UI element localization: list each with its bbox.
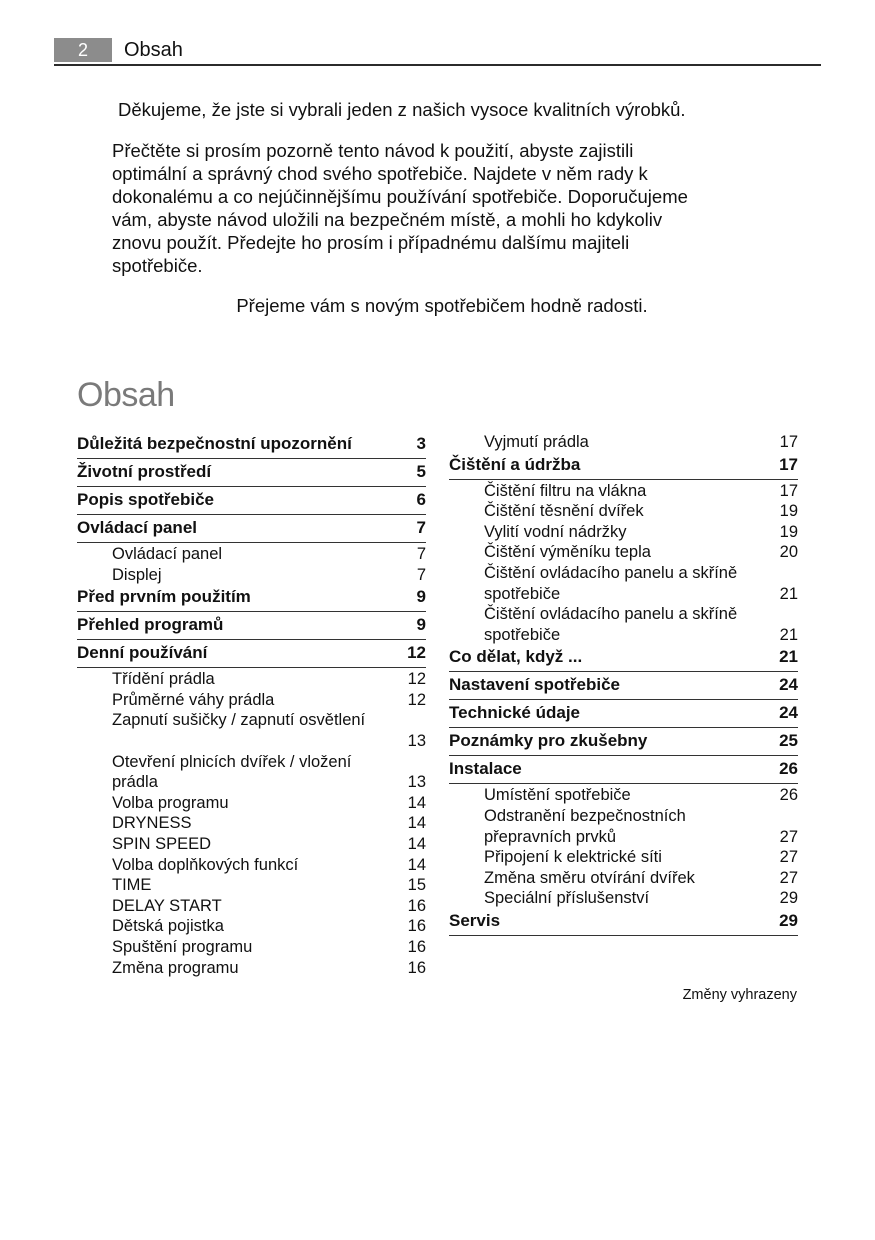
toc-entry-label: Změna programu bbox=[112, 958, 239, 977]
toc-entry-label: Čištění výměníku tepla bbox=[484, 543, 651, 562]
toc-sub-entry[interactable] bbox=[449, 785, 798, 806]
toc-sub-entry[interactable] bbox=[449, 847, 798, 868]
toc-entry-label: Čištění ovládacího panelu a skříně spotřebiče bbox=[484, 563, 738, 603]
toc-entry-label: Čištění a údržba bbox=[449, 454, 581, 474]
toc-sub-entry[interactable] bbox=[449, 563, 798, 604]
toc-sub-entry[interactable] bbox=[77, 958, 426, 979]
toc-sub-entry[interactable] bbox=[77, 690, 426, 711]
intro-line: vám, abyste návod uložili na bezpečném místě, a mohli ho kdykoliv bbox=[112, 209, 663, 230]
toc-main-entry[interactable] bbox=[77, 641, 426, 668]
toc-entry-label: Vylití vodní nádržky bbox=[484, 522, 627, 541]
toc-entry-page: 21 bbox=[779, 625, 798, 644]
toc-entry-label: DELAY START bbox=[112, 896, 222, 915]
toc-sub-entry[interactable] bbox=[77, 875, 426, 896]
toc-entry-label: Servis bbox=[449, 910, 501, 930]
toc-entry-label: SPIN SPEED bbox=[112, 834, 212, 853]
toc-entry-page: 29 bbox=[779, 889, 798, 908]
toc-entry-label: DRYNESS bbox=[112, 814, 192, 833]
toc-entry-page: 17 bbox=[779, 454, 798, 474]
toc-entry-label: Otevření plnicích dvířek / vložení prádla bbox=[112, 752, 352, 792]
toc-entry-label: Životní prostředí bbox=[77, 462, 212, 481]
toc-entry-label: Průměrné váhy prádla bbox=[112, 690, 275, 709]
intro-line: dokonalému a co nejúčinnějšímu používání spotřebiče. Doporučujeme bbox=[112, 186, 688, 207]
toc-entry-page: 5 bbox=[416, 462, 426, 481]
intro-line: Přečtěte si prosím pozorně tento návod k použití, abyste zajistili bbox=[112, 140, 634, 161]
footer-note: Změny vyhrazeny bbox=[682, 987, 797, 1003]
toc-entry-label: Změna směru otvírání dvířek bbox=[484, 868, 695, 887]
intro-line: znovu použít. Předejte ho prosím i případnému dalšímu majiteli bbox=[112, 232, 630, 253]
toc-entry-label: Instalace bbox=[449, 759, 522, 779]
toc-entry-label: Dětská pojistka bbox=[112, 917, 224, 936]
toc-entry-page: 14 bbox=[407, 814, 426, 833]
toc-sub-entry[interactable] bbox=[77, 896, 426, 917]
toc-entry-page: 16 bbox=[407, 917, 426, 936]
toc-entry-page: 13 bbox=[407, 773, 426, 792]
toc-main-entry[interactable] bbox=[77, 613, 426, 640]
toc-entry-page: 27 bbox=[779, 868, 798, 887]
toc-entry-page: 27 bbox=[779, 827, 798, 846]
intro-thanks: Děkujeme, že jste si vybrali jeden z našich vysoce kvalitních výrobků. bbox=[118, 99, 686, 120]
toc-entry-label: Displej bbox=[112, 565, 162, 584]
toc-entry-page: 25 bbox=[779, 731, 798, 751]
toc-sub-entry[interactable] bbox=[77, 752, 426, 793]
toc-entry-page: 9 bbox=[416, 587, 426, 607]
toc-sub-entry[interactable] bbox=[449, 481, 798, 502]
toc-entry-page: 19 bbox=[779, 502, 798, 521]
toc-entry-label: Volba programu bbox=[112, 793, 229, 812]
toc-entry-label: Zapnutí sušičky / zapnutí osvětlení bbox=[112, 711, 366, 730]
toc-entry-page: 19 bbox=[779, 522, 798, 541]
toc-entry-page: 12 bbox=[407, 643, 426, 663]
toc-sub-entry[interactable] bbox=[449, 501, 798, 522]
toc-main-entry[interactable] bbox=[449, 729, 798, 756]
toc-sub-entry[interactable] bbox=[449, 542, 798, 563]
toc-title: Obsah bbox=[77, 376, 175, 414]
toc-entry-label: Poznámky pro zkušebny bbox=[449, 731, 648, 751]
toc-entry-page: 24 bbox=[779, 675, 798, 695]
toc-right-column bbox=[449, 432, 798, 937]
toc-main-entry[interactable] bbox=[449, 645, 798, 672]
toc-main-entry[interactable] bbox=[449, 453, 798, 480]
toc-entry-label: Ovládací panel bbox=[112, 545, 223, 563]
toc-entry-page: 15 bbox=[407, 876, 426, 895]
toc-entry-label: Speciální příslušenství bbox=[484, 889, 650, 908]
toc-main-entry[interactable] bbox=[77, 432, 426, 459]
toc-main-entry[interactable] bbox=[449, 701, 798, 728]
toc-entry-page: 21 bbox=[779, 647, 798, 667]
toc-entry-page: 26 bbox=[779, 786, 798, 805]
toc-main-entry[interactable] bbox=[77, 585, 426, 612]
toc-entry-page: 17 bbox=[779, 433, 798, 451]
toc-entry-page: 20 bbox=[779, 543, 798, 562]
toc-entry-page: 29 bbox=[779, 910, 798, 930]
toc-sub-entry[interactable] bbox=[77, 710, 426, 751]
toc-entry-label: Čištění těsnění dvířek bbox=[484, 502, 644, 521]
toc-entry-label: Odstranění bezpečnostních přepravních prvků bbox=[484, 806, 686, 846]
toc-entry-label: Umístění spotřebiče bbox=[484, 786, 631, 805]
toc-entry-label: Volba doplňkových funkcí bbox=[112, 855, 299, 874]
toc-sub-entry[interactable] bbox=[449, 432, 798, 453]
toc-entry-page: 7 bbox=[416, 565, 426, 584]
toc-sub-entry[interactable] bbox=[449, 868, 798, 889]
intro-wishes: Přejeme vám s novým spotřebičem hodně radosti. bbox=[236, 295, 648, 316]
toc-sub-entry[interactable] bbox=[449, 888, 798, 909]
toc-entry-label: Popis spotřebiče bbox=[77, 490, 214, 509]
toc-main-entry[interactable] bbox=[77, 516, 426, 543]
toc-entry-label: Čištění filtru na vlákna bbox=[484, 481, 647, 500]
toc-entry-page: 9 bbox=[416, 615, 426, 635]
toc-entry-label: Technické údaje bbox=[449, 703, 581, 723]
toc-entry-page: 27 bbox=[779, 848, 798, 867]
toc-main-entry[interactable] bbox=[449, 757, 798, 784]
toc-entry-label: TIME bbox=[112, 876, 152, 895]
toc-entry-label: Denní používání bbox=[77, 643, 208, 663]
toc-entry-label: Ovládací panel bbox=[77, 518, 197, 537]
toc-entry-label: Připojení k elektrické síti bbox=[484, 848, 662, 867]
toc-main-entry[interactable] bbox=[77, 488, 426, 515]
toc-sub-entry[interactable] bbox=[77, 813, 426, 834]
toc-entry-page: 21 bbox=[779, 584, 798, 603]
toc-sub-entry[interactable] bbox=[449, 522, 798, 543]
toc-entry-label: Nastavení spotřebiče bbox=[449, 675, 621, 695]
toc-entry-page: 13 bbox=[407, 731, 426, 750]
toc-entry-page: 17 bbox=[779, 481, 798, 500]
toc-entry-label: Před prvním použitím bbox=[77, 587, 251, 607]
toc-entry-page: 16 bbox=[407, 896, 426, 915]
toc-entry-page: 14 bbox=[407, 793, 426, 812]
toc-entry-page: 26 bbox=[779, 759, 798, 779]
page-header bbox=[54, 38, 821, 66]
toc-sub-entry[interactable] bbox=[77, 855, 426, 876]
toc-entry-page: 12 bbox=[407, 690, 426, 709]
toc-entry-page: 7 bbox=[416, 545, 426, 563]
toc-entry-page: 12 bbox=[407, 670, 426, 689]
toc-sub-entry[interactable] bbox=[77, 916, 426, 937]
toc-entry-page: 14 bbox=[407, 855, 426, 874]
toc-sub-entry[interactable] bbox=[77, 669, 426, 690]
toc-left-column bbox=[77, 432, 426, 978]
toc-entry-page: 7 bbox=[416, 518, 426, 537]
intro-instructions bbox=[112, 139, 772, 277]
header-title: Obsah bbox=[124, 39, 183, 61]
toc-entry-label: Co dělat, když ... bbox=[449, 647, 583, 667]
intro-line: spotřebiče. bbox=[112, 255, 203, 276]
toc-entry-label: Spuštění programu bbox=[112, 937, 253, 956]
toc-entry-page: 24 bbox=[779, 703, 798, 723]
toc-sub-entry[interactable] bbox=[77, 793, 426, 814]
toc-entry-page: 3 bbox=[416, 434, 426, 453]
page-number: 2 bbox=[54, 38, 112, 62]
toc-sub-entry[interactable] bbox=[77, 565, 426, 586]
toc-sub-entry[interactable] bbox=[449, 806, 798, 847]
toc-sub-entry[interactable] bbox=[77, 834, 426, 855]
toc-entry-label: Čištění ovládacího panelu a skříně spotřebiče bbox=[484, 605, 738, 644]
toc-entry-label: Vyjmutí prádla bbox=[484, 433, 589, 451]
toc-main-entry[interactable] bbox=[449, 673, 798, 700]
toc-entry-page: 6 bbox=[416, 490, 426, 509]
toc-entry-page: 16 bbox=[407, 958, 426, 977]
toc-main-entry[interactable] bbox=[449, 909, 798, 936]
toc-sub-entry[interactable] bbox=[449, 604, 798, 645]
toc-entry-page: 16 bbox=[407, 937, 426, 956]
toc-entry-label: Třídění prádla bbox=[112, 670, 215, 689]
intro-line: optimální a správný chod svého spotřebiče. Najdete v něm rady k bbox=[112, 163, 648, 184]
toc-entry-page: 14 bbox=[407, 834, 426, 853]
toc-main-entry[interactable] bbox=[77, 460, 426, 487]
toc-sub-entry[interactable] bbox=[77, 544, 426, 565]
toc-entry-label: Přehled programů bbox=[77, 615, 224, 635]
toc-entry-label: Důležitá bezpečnostní upozornění bbox=[77, 434, 352, 453]
toc-sub-entry[interactable] bbox=[77, 937, 426, 958]
